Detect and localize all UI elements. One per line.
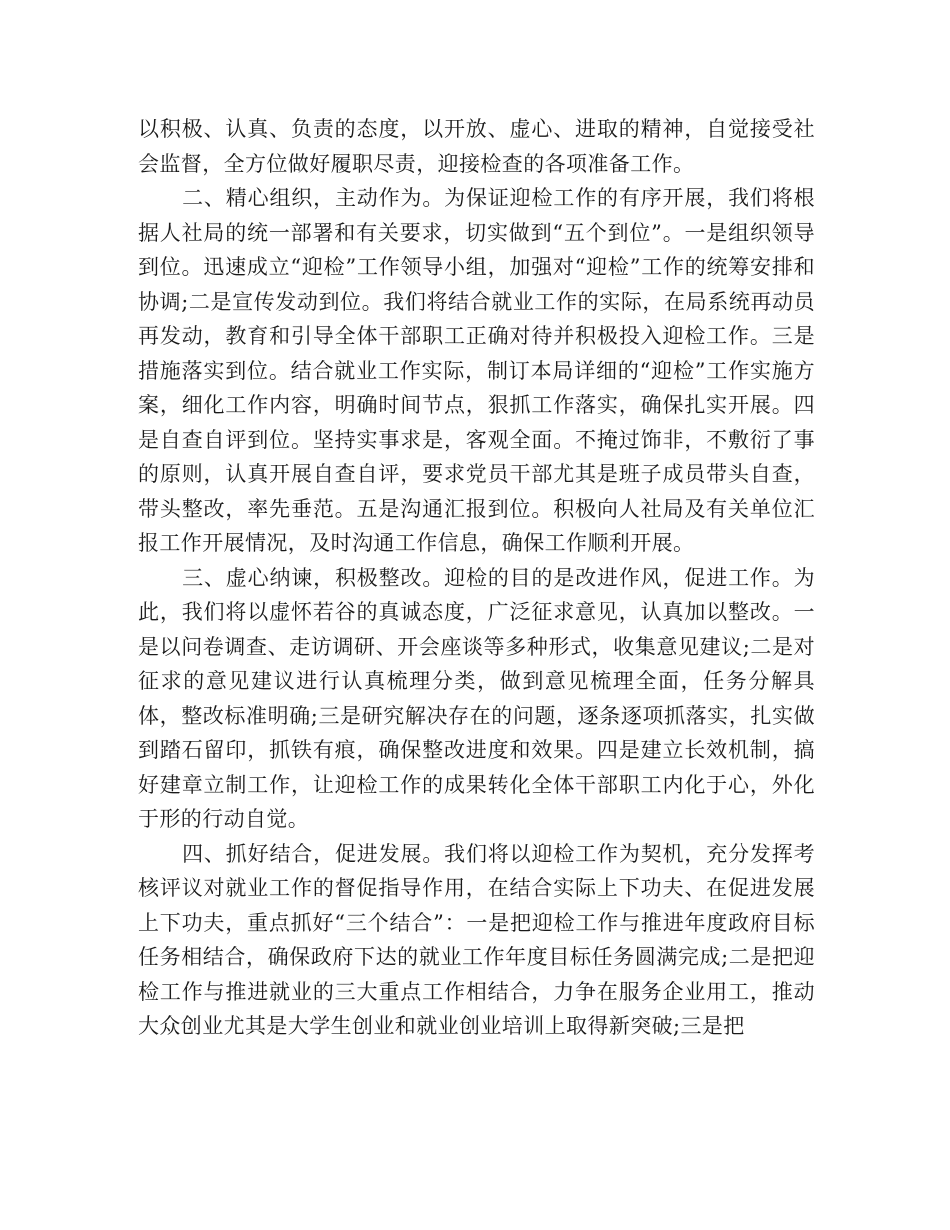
paragraph-section-three: 三、虚心纳谏，积极整改。迎检的目的是改进作风，促进工作。为此，我们将以虚怀若谷的真诚态度，广泛征求意见，认真加以整改。一是以问卷调查、走访调研、开会座谈等多种形式，收集意见建议;二是对征求的意见建议进行认真梳理分类，做到意见梳理全面，任务分解具体，整改标准明确;三是研究解决存在的问题，逐条逐项抓落实，扎实做到踏石留印，抓铁有痕，确保整改进度和效果。四是建立长效机制，搞好建章立制工作，让迎检工作的成果转化全体干部职工内化于心，外化于形的行动自觉。 — [138, 565, 815, 831]
paragraph-section-four: 四、抓好结合，促进发展。我们将以迎检工作为契机，充分发挥考核评议对就业工作的督促指导作用，在结合实际上下功夫、在促进发展上下功夫，重点抓好“三个结合”：一是把迎检工作与推进年度政府目标任务相结合，确保政府下达的就业工作年度目标任务圆满完成;二是把迎检工作与推进就业的三大重点工作相结合，力争在服务企业用工，推动大众创业尤其是大学生创业和就业创业培训上取得新突破;三是把 — [138, 841, 815, 1038]
paragraph-section-two: 二、精心组织，主动作为。为保证迎检工作的有序开展，我们将根据人社局的统一部署和有关要求，切实做到“五个到位”。一是组织领导到位。迅速成立“迎检”工作领导小组，加强对“迎检”工作的统筹安排和协调;二是宣传发动到位。我们将结合就业工作的实际，在局系统再动员再发动，教育和引导全体干部职工正确对待并积极投入迎检工作。三是措施落实到位。结合就业工作实际，制订本局详细的“迎检”工作实施方案，细化工作内容，明确时间节点，狠抓工作落实，确保扎实开展。四是自查自评到位。坚持实事求是，客观全面。不掩过饰非，不敷衍了事的原则，认真开展自查自评，要求党员干部尤其是班子成员带头自查，带头整改，率先垂范。五是沟通汇报到位。积极向人社局及有关单位汇报工作开展情况，及时沟通工作信息，确保工作顺利开展。 — [138, 186, 815, 555]
body-text — [138, 112, 815, 1044]
paragraph-continuation: 以积极、认真、负责的态度，以开放、虚心、进取的精神，自觉接受社会监督，全方位做好履职尽责，迎接检查的各项准备工作。 — [138, 117, 815, 176]
